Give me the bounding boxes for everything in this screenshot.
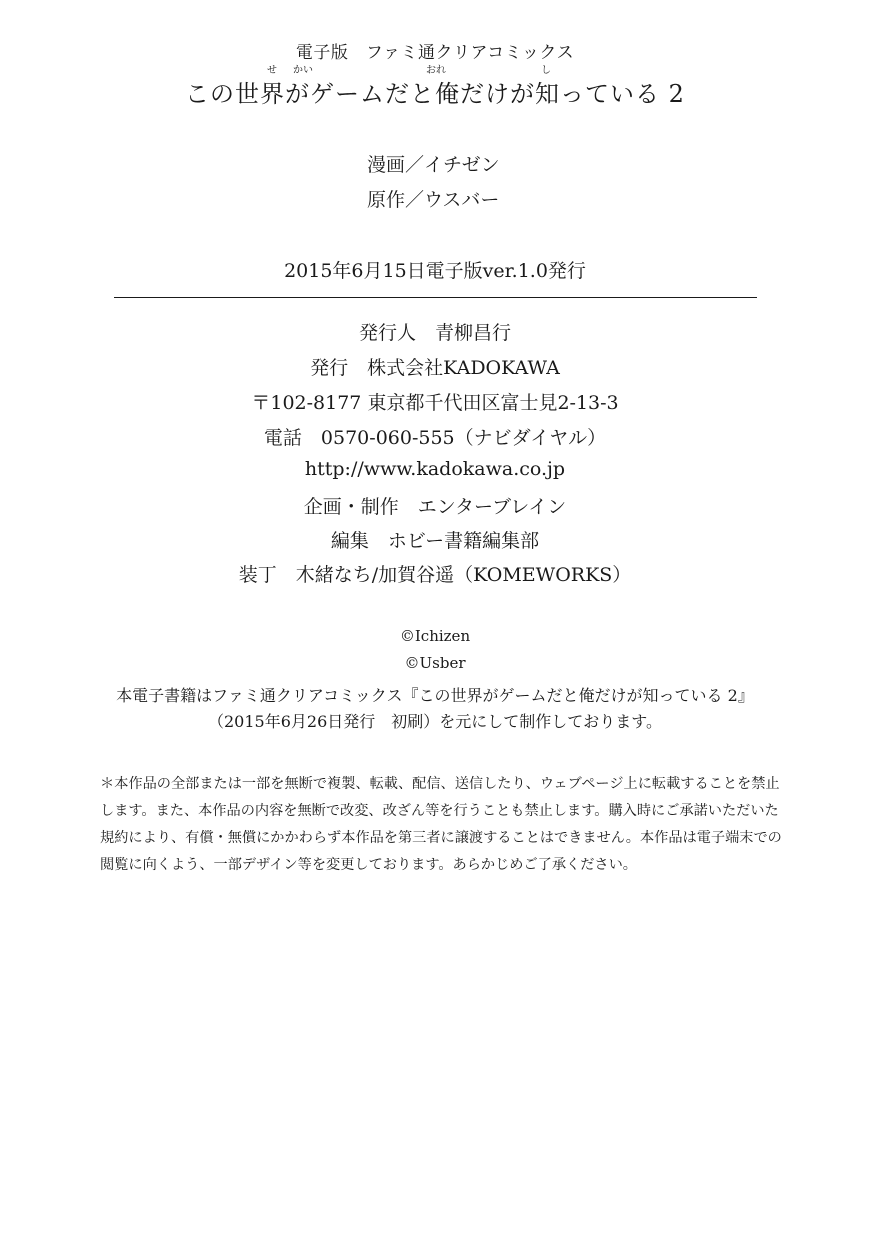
release-date: 2015年6月15日電子版ver.1.0発行 xyxy=(284,260,586,282)
publisher-company: 発行 株式会社KADOKAWA xyxy=(310,357,560,379)
credit-manga: 漫画／イチゼン xyxy=(367,154,500,176)
ruby-shi: し xyxy=(541,65,551,76)
legal-notice xyxy=(100,771,780,879)
source-note-date: （2015年6月26日発行 初刷）を元にして制作しております。 xyxy=(208,712,662,731)
legal-notice-line: 規約により、有償・無償にかかわらず本作品を第三者に譲渡することはできません。本作品は電子端末での xyxy=(100,830,782,846)
legal-notice-line: します。また、本作品の内容を無断で改変、改ざん等を行うことも禁止します。購入時にご承諾いただいた xyxy=(100,803,779,819)
ruby-se: せ xyxy=(267,65,277,76)
book-design: 装丁 木緒なち/加賀谷遥（KOMEWORKS） xyxy=(238,564,632,586)
source-note: 本電子書籍はファミ通クリアコミックス『この世界がゲームだと俺だけが知っている 2』 xyxy=(116,686,754,705)
book-title: この世界がゲームだと俺だけが知っている 2 xyxy=(185,80,685,108)
ruby-ore: おれ xyxy=(426,65,446,76)
credit-original: 原作／ウスバー xyxy=(367,189,500,211)
editorial-dept: 編集 ホビー書籍編集部 xyxy=(330,530,540,552)
publisher-person: 発行人 青柳昌行 xyxy=(358,322,511,344)
edition-label: 電子版 ファミ通クリアコミックス xyxy=(295,43,575,63)
legal-notice-line: 閲覧に向くよう、一部デザイン等を変更しております。あらかじめご了承ください。 xyxy=(100,857,637,873)
copyright-author: ©Usber xyxy=(404,654,466,672)
copyright-artist: ©Ichizen xyxy=(399,627,471,645)
publisher-address: 〒102-8177 東京都千代田区富士見2-13-3 xyxy=(251,392,619,414)
divider xyxy=(114,297,757,298)
planning-production: 企画・制作 エンターブレイン xyxy=(303,496,567,518)
ruby-kai: かい xyxy=(293,65,313,76)
legal-notice-line: ＊本作品の全部または一部を無断で複製、転載、配信、送信したり、ウェブページ上に転載することを禁止 xyxy=(100,776,780,792)
publisher-url: http://www.kadokawa.co.jp xyxy=(304,458,566,480)
publisher-phone: 電話 0570-060-555（ナビダイヤル） xyxy=(263,427,607,449)
